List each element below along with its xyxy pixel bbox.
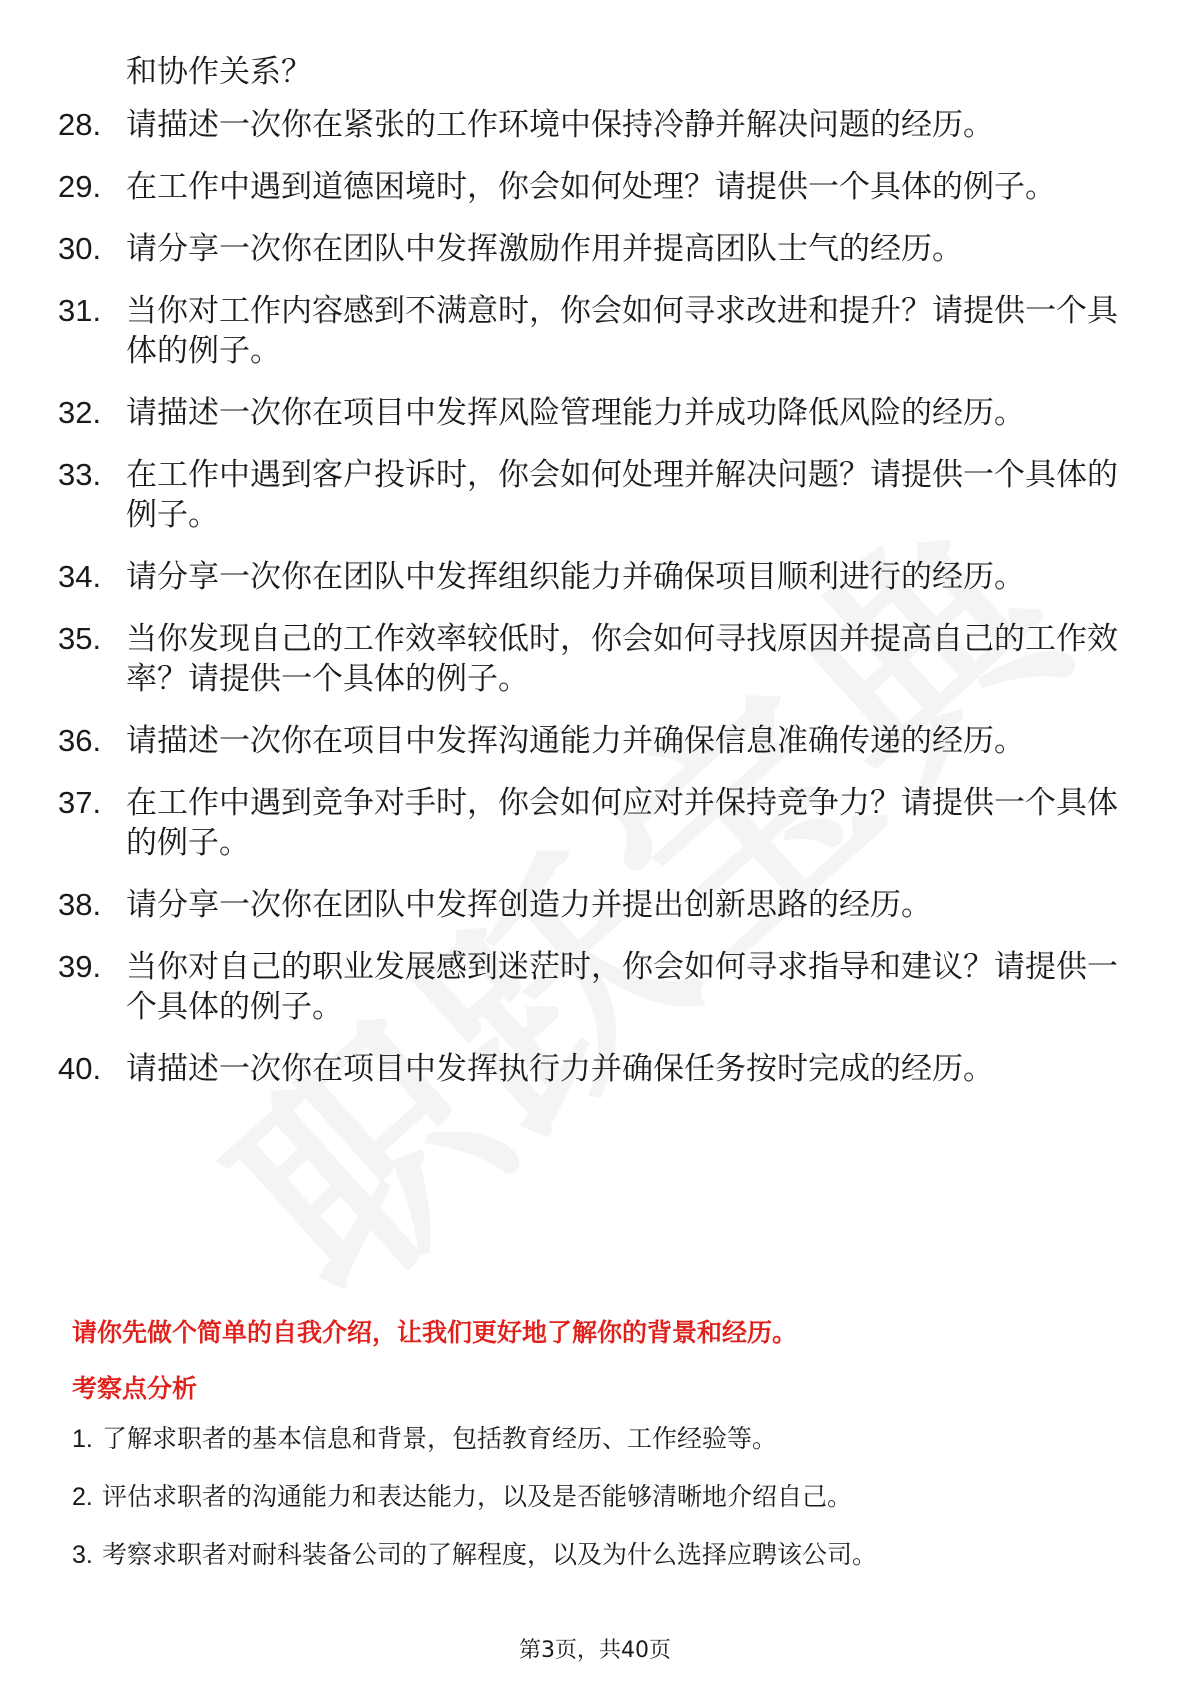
question-list	[58, 105, 1148, 1111]
question-number: 39.	[58, 949, 102, 984]
question-number: 34.	[58, 559, 102, 594]
question-number: 29.	[58, 169, 102, 204]
analysis-number: 1.	[72, 1425, 93, 1453]
question-item	[58, 619, 1148, 699]
question-item	[58, 721, 1148, 761]
analysis-point	[72, 1480, 1152, 1514]
question-item	[58, 1049, 1148, 1089]
question-number: 32.	[58, 395, 102, 430]
question-text: 请分享一次你在团队中发挥组织能力并确保项目顺利进行的经历。	[126, 559, 1025, 595]
analysis-text: 了解求职者的基本信息和背景，包括教育经历、工作经验等。	[102, 1424, 778, 1453]
question-text: 请分享一次你在团队中发挥创造力并提出创新思路的经历。	[126, 887, 932, 923]
featured-question: 请你先做个简单的自我介绍，让我们更好地了解你的背景和经历。	[72, 1318, 798, 1347]
question-item	[58, 885, 1148, 925]
question-item	[58, 229, 1148, 269]
question-number: 35.	[58, 621, 102, 656]
page-footer: 第3页，共40页	[519, 1638, 671, 1663]
question-number: 37.	[58, 785, 102, 820]
question-number: 38.	[58, 887, 102, 922]
analysis-number: 2.	[72, 1483, 93, 1511]
analysis-point	[72, 1422, 1152, 1456]
question-text: 请描述一次你在项目中发挥沟通能力并确保信息准确传递的经历。	[126, 723, 1025, 759]
question-item	[58, 105, 1148, 145]
analysis-list	[72, 1422, 1152, 1596]
question-text: 当你对工作内容感到不满意时，你会如何寻求改进和提升？请提供一个具体的例子。	[126, 293, 1118, 369]
question-number: 30.	[58, 231, 102, 266]
question-item	[58, 455, 1148, 535]
question-text: 当你对自己的职业发展感到迷茫时，你会如何寻求指导和建议？请提供一个具体的例子。	[126, 949, 1118, 1025]
analysis-number: 3.	[72, 1541, 93, 1569]
question-item	[58, 947, 1148, 1027]
analysis-text: 评估求职者的沟通能力和表达能力，以及是否能够清晰地介绍自己。	[102, 1482, 853, 1511]
question-item	[58, 291, 1148, 371]
question-text: 请分享一次你在团队中发挥激励作用并提高团队士气的经历。	[126, 231, 963, 267]
question-text: 请描述一次你在项目中发挥风险管理能力并成功降低风险的经历。	[126, 395, 1025, 431]
question-number: 28.	[58, 107, 102, 142]
continued-question-text: 和协作关系？	[126, 54, 312, 90]
question-number: 40.	[58, 1051, 102, 1086]
question-text: 在工作中遇到客户投诉时，你会如何处理并解决问题？请提供一个具体的例子。	[126, 457, 1118, 533]
question-item	[58, 393, 1148, 433]
question-item	[58, 783, 1148, 863]
question-item	[58, 557, 1148, 597]
question-item	[58, 167, 1148, 207]
question-number: 36.	[58, 723, 102, 758]
question-number: 31.	[58, 293, 102, 328]
question-text: 当你发现自己的工作效率较低时，你会如何寻找原因并提高自己的工作效率？请提供一个具体的例子。	[126, 621, 1118, 697]
analysis-text: 考察求职者对耐科装备公司的了解程度，以及为什么选择应聘该公司。	[102, 1540, 878, 1569]
analysis-point	[72, 1538, 1152, 1572]
question-text: 请描述一次你在紧张的工作环境中保持冷静并解决问题的经历。	[126, 107, 994, 143]
question-text: 在工作中遇到道德困境时，你会如何处理？请提供一个具体的例子。	[126, 169, 1056, 205]
question-number: 33.	[58, 457, 102, 492]
analysis-heading: 考察点分析	[72, 1374, 198, 1403]
question-text: 在工作中遇到竞争对手时，你会如何应对并保持竞争力？请提供一个具体的例子。	[126, 785, 1118, 861]
question-text: 请描述一次你在项目中发挥执行力并确保任务按时完成的经历。	[126, 1051, 994, 1087]
